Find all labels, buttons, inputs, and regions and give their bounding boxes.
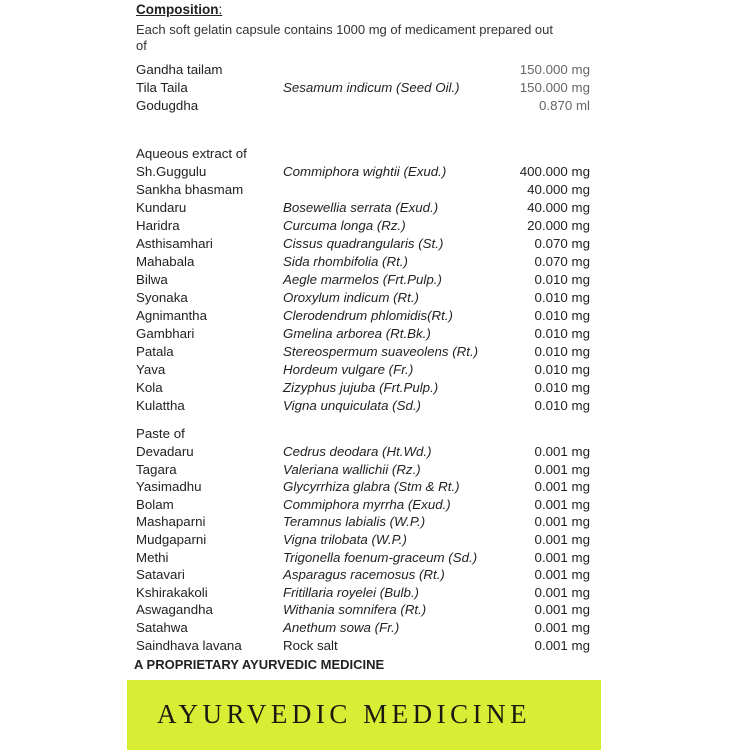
ingredient-row bbox=[136, 584, 596, 602]
ingredient-name: Satavari bbox=[136, 567, 185, 583]
ingredient-row bbox=[136, 601, 596, 619]
ingredient-amount: 0.001 mg bbox=[534, 479, 590, 495]
ingredient-name: Syonaka bbox=[136, 290, 188, 305]
ingredient-row bbox=[136, 397, 596, 415]
oils-section bbox=[136, 61, 596, 115]
ingredient-name: Sh.Guggulu bbox=[136, 164, 207, 179]
ingredient-amount: 40.000 mg bbox=[527, 182, 590, 197]
ingredient-name: Gandha tailam bbox=[136, 62, 223, 77]
ingredient-amount: 0.001 mg bbox=[534, 444, 590, 459]
ingredient-name: Mashaparni bbox=[136, 514, 206, 530]
ingredient-row bbox=[136, 253, 596, 271]
composition-heading: Composition: bbox=[136, 2, 223, 17]
ingredient-amount: 0.001 mg bbox=[534, 584, 590, 600]
intro-text: Each soft gelatin capsule contains 1000 mg of medicament prepared out of bbox=[136, 22, 553, 53]
ingredient-latin: Asparagus racemosus (Rt.) bbox=[283, 567, 445, 583]
ingredient-name: Gambhari bbox=[136, 326, 195, 341]
ingredient-name: Kundaru bbox=[136, 200, 187, 215]
banner bbox=[127, 680, 601, 750]
ingredient-amount: 0.001 mg bbox=[534, 496, 590, 512]
ingredient-name: Haridra bbox=[136, 218, 180, 233]
ingredient-latin: Glycyrrhiza glabra (Stm & Rt.) bbox=[283, 479, 460, 495]
ingredient-row bbox=[136, 478, 596, 496]
ingredient-amount: 0.001 mg bbox=[534, 619, 590, 635]
ingredient-latin: Aegle marmelos (Frt.Pulp.) bbox=[283, 272, 442, 287]
ingredient-name: Patala bbox=[136, 344, 174, 359]
ingredient-amount: 150.000 mg bbox=[519, 80, 590, 95]
ingredient-row bbox=[136, 343, 596, 361]
ingredient-row bbox=[136, 217, 596, 235]
ingredient-amount: 400.000 mg bbox=[519, 164, 590, 179]
ingredient-latin: Clerodendrum phlomidis(Rt.) bbox=[283, 308, 453, 323]
proprietary-label: A PROPRIETARY AYURVEDIC MEDICINE bbox=[134, 657, 385, 672]
ingredient-amount: 0.070 mg bbox=[534, 254, 590, 269]
ingredient-row bbox=[136, 461, 596, 479]
ingredient-amount: 0.870 ml bbox=[539, 98, 590, 113]
ingredient-latin: Cedrus deodara (Ht.Wd.) bbox=[283, 444, 432, 459]
ingredient-row bbox=[136, 531, 596, 549]
ingredient-row bbox=[136, 513, 596, 531]
ingredient-row bbox=[136, 163, 596, 181]
ingredient-amount: 0.001 mg bbox=[534, 549, 590, 565]
ingredient-row bbox=[136, 496, 596, 514]
ingredient-name: Satahwa bbox=[136, 619, 188, 635]
ingredient-latin: Gmelina arborea (Rt.Bk.) bbox=[283, 326, 431, 341]
ingredient-amount: 0.001 mg bbox=[534, 567, 590, 583]
ingredient-amount: 0.010 mg bbox=[534, 380, 590, 395]
ingredient-row bbox=[136, 181, 596, 199]
ingredient-name: Aswagandha bbox=[136, 602, 213, 618]
ingredient-amount: 0.070 mg bbox=[534, 236, 590, 251]
ingredient-latin: Anethum sowa (Fr.) bbox=[283, 619, 400, 635]
ingredient-row bbox=[136, 235, 596, 253]
ingredient-latin: Vigna unquiculata (Sd.) bbox=[283, 398, 421, 413]
ingredient-name: Bilwa bbox=[136, 272, 168, 287]
ingredient-latin: Vigna trilobata (W.P.) bbox=[283, 531, 407, 547]
ingredient-amount: 0.001 mg bbox=[534, 637, 590, 653]
ingredient-name: Methi bbox=[136, 549, 169, 565]
ingredient-latin: Valeriana wallichii (Rz.) bbox=[283, 461, 421, 477]
ingredient-row bbox=[136, 79, 596, 97]
ingredient-latin: Curcuma longa (Rz.) bbox=[283, 218, 406, 233]
ingredient-name: Kshirakakoli bbox=[136, 584, 208, 600]
aqueous-section bbox=[136, 145, 596, 415]
ingredient-amount: 0.001 mg bbox=[534, 514, 590, 530]
ingredient-name: Tagara bbox=[136, 461, 177, 477]
ingredient-name: Godugdha bbox=[136, 98, 199, 113]
ingredient-latin: Commiphora wightii (Exud.) bbox=[283, 164, 447, 179]
ingredient-latin: Cissus quadrangularis (St.) bbox=[283, 236, 444, 251]
ingredient-latin: Sida rhombifolia (Rt.) bbox=[283, 254, 408, 269]
paste-title: Paste of bbox=[136, 426, 185, 441]
ingredient-name: Agnimantha bbox=[136, 308, 207, 323]
ingredient-name: Saindhava lavana bbox=[136, 637, 242, 653]
ingredient-row bbox=[136, 361, 596, 379]
ingredient-row bbox=[136, 271, 596, 289]
ingredient-row bbox=[136, 61, 596, 79]
ingredient-row bbox=[136, 619, 596, 637]
ingredient-name: Yava bbox=[136, 362, 166, 377]
ingredient-latin: Trigonella foenum-graceum (Sd.) bbox=[283, 549, 478, 565]
ingredient-name: Devadaru bbox=[136, 444, 194, 459]
ingredient-row bbox=[136, 289, 596, 307]
ingredient-name: Sankha bhasmam bbox=[136, 182, 244, 197]
ingredient-amount: 0.010 mg bbox=[534, 290, 590, 305]
ingredient-latin: Stereospermum suaveolens (Rt.) bbox=[283, 344, 479, 359]
ingredient-latin: Teramnus labialis (W.P.) bbox=[283, 514, 426, 530]
ingredient-amount: 0.010 mg bbox=[534, 344, 590, 359]
ingredient-amount: 0.010 mg bbox=[534, 326, 590, 341]
ingredient-name: Tila Taila bbox=[136, 80, 188, 95]
ingredient-latin: Zizyphus jujuba (Frt.Pulp.) bbox=[283, 380, 439, 395]
ingredient-row bbox=[136, 325, 596, 343]
ingredient-latin: Fritillaria royelei (Bulb.) bbox=[283, 584, 419, 600]
ingredient-amount: 20.000 mg bbox=[527, 218, 590, 233]
ingredient-name: Kola bbox=[136, 380, 163, 395]
ingredient-row bbox=[136, 307, 596, 325]
ingredient-latin: Sesamum indicum (Seed Oil.) bbox=[283, 80, 460, 95]
ingredient-latin: Rock salt bbox=[283, 637, 338, 653]
ingredient-amount: 0.010 mg bbox=[534, 272, 590, 287]
ingredient-latin: Bosewellia serrata (Exud.) bbox=[283, 200, 439, 215]
ingredient-amount: 0.001 mg bbox=[534, 602, 590, 618]
ingredient-row bbox=[136, 637, 596, 655]
ingredient-latin: Oroxylum indicum (Rt.) bbox=[283, 290, 419, 305]
ingredient-name: Mahabala bbox=[136, 254, 195, 269]
ingredient-row bbox=[136, 566, 596, 584]
ingredient-row bbox=[136, 549, 596, 567]
ingredient-name: Asthisamhari bbox=[136, 236, 213, 251]
ingredient-name: Mudgaparni bbox=[136, 531, 207, 547]
ingredient-amount: 150.000 mg bbox=[519, 62, 590, 77]
ingredient-row bbox=[136, 379, 596, 397]
ingredient-row bbox=[136, 97, 596, 115]
ingredient-latin: Withania somnifera (Rt.) bbox=[283, 602, 427, 618]
ingredient-row bbox=[136, 199, 596, 217]
ingredient-latin: Commiphora myrrha (Exud.) bbox=[283, 496, 451, 512]
ingredient-name: Bolam bbox=[136, 496, 174, 512]
ingredient-amount: 0.010 mg bbox=[534, 362, 590, 377]
ingredient-name: Kulattha bbox=[136, 398, 185, 413]
aqueous-title: Aqueous extract of bbox=[136, 146, 247, 161]
paste-section bbox=[136, 425, 596, 654]
ingredient-row bbox=[136, 443, 596, 461]
ingredient-name: Yasimadhu bbox=[136, 479, 202, 495]
ingredient-amount: 0.010 mg bbox=[534, 308, 590, 323]
ingredient-latin: Hordeum vulgare (Fr.) bbox=[283, 362, 414, 377]
ingredient-amount: 0.010 mg bbox=[534, 398, 590, 413]
banner-text: AYURVEDIC MEDICINE bbox=[157, 699, 532, 729]
ingredient-amount: 40.000 mg bbox=[527, 200, 590, 215]
ingredient-amount: 0.001 mg bbox=[534, 531, 590, 547]
ingredient-amount: 0.001 mg bbox=[534, 461, 590, 477]
